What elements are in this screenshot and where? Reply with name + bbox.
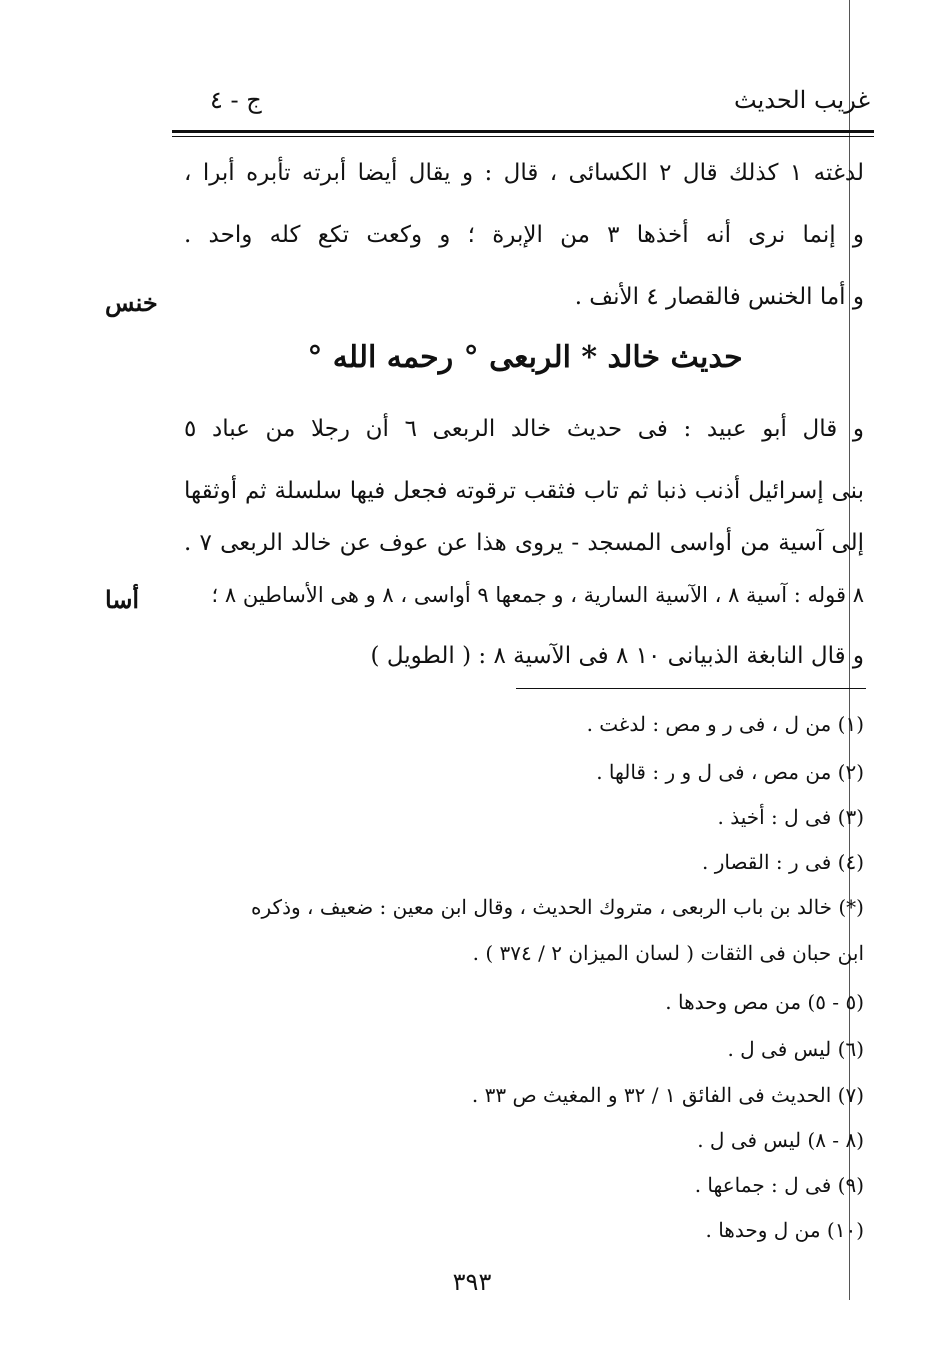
margin-note-khns: خنس bbox=[105, 288, 158, 317]
volume-label: ج - ٤ bbox=[210, 86, 262, 114]
footnote-10: (١٠) من ل وحدها . bbox=[705, 1218, 864, 1242]
header-rule bbox=[172, 130, 874, 133]
footnote-4: (٤) فى ر : القصار . bbox=[702, 850, 864, 874]
footnote-star-cont: ابن حبان فى الثقات ( لسان الميزان ٢ / ٣٧٤ ) . bbox=[472, 941, 864, 965]
footnote-6: (٦) ليس فى ل . bbox=[727, 1037, 864, 1061]
text-line-3: و أما الخنس فالقصار ٤ الأنف . bbox=[574, 284, 864, 310]
footnote-5: (٥ - ٥) من مص وحدها . bbox=[665, 990, 864, 1014]
section-line-4: ٨ قوله : آسية ٨ ، الآسية السارية ، و جمعها ٩ أواسى ، ٨ و هى الأساطين ٨ ؛ bbox=[211, 583, 864, 607]
header-rule-thin bbox=[172, 136, 874, 137]
footnote-3: (٣) فى ل : أخيذ . bbox=[717, 805, 864, 829]
section-line-3: إلى آسية من أواسى المسجد - يروى هذا عن عوف عن خالد الربعى ٧ . bbox=[184, 530, 865, 556]
margin-note-asa: أسا bbox=[105, 585, 140, 614]
footnote-8: (٨ - ٨) ليس فى ل . bbox=[697, 1128, 864, 1152]
section-line-2: بنى إسرائيل أذنب ذنبا ثم تاب فثقب ترقوته فجعل فيها سلسلة ثم أوثقها bbox=[184, 478, 864, 504]
running-title: غريب الحديث bbox=[734, 86, 870, 114]
footnote-2: (٢) من مص ، فى ل و ر : قالها . bbox=[596, 760, 864, 784]
text-line-2: و إنما نرى أنه أخذها ٣ من الإبرة ؛ و وكعت تكع كله واحد . bbox=[184, 222, 864, 248]
footnote-1: (١) من ل ، فى ر و مص : لدغت . bbox=[586, 712, 864, 736]
section-line-5: و قال النابغة الذبيانى ١٠ ٨ فى الآسية ٨ : ( الطويل ) bbox=[370, 643, 864, 669]
section-line-1: و قال أبو عبيد : فى حديث خالد الربعى ٦ أن رجلا من عباد ٥ bbox=[184, 416, 864, 442]
footnote-9: (٩) فى ل : جماعها . bbox=[694, 1173, 864, 1197]
page-number: ٣٩٣ bbox=[452, 1268, 492, 1296]
page-header bbox=[180, 80, 870, 130]
footnote-star: (*) خالد بن باب الربعى ، متروك الحديث ، وقال ابن معين : ضعيف ، وذكره bbox=[251, 895, 864, 919]
text-line-1: لدغته ١ كذلك قال ٢ الكسائى ، قال : و يقال أيضا أبرته تأبره أبرا ، bbox=[184, 160, 865, 186]
section-title: حديث خالد * الربعى ° رحمه الله ° bbox=[307, 340, 743, 375]
footnote-7: (٧) الحديث فى الفائق ١ / ٣٢ و المغيث ص ٣٣ . bbox=[471, 1083, 864, 1107]
footnote-rule bbox=[516, 688, 866, 689]
